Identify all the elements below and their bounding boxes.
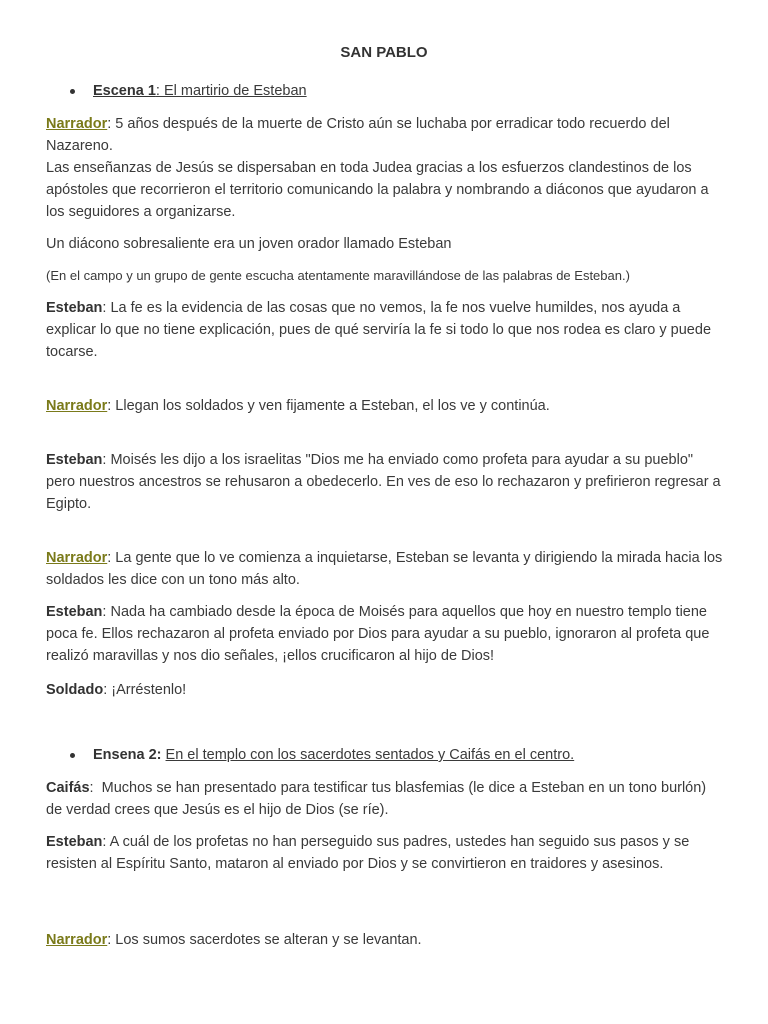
speaker-narrador: Narrador [46, 550, 108, 566]
paragraph-text: : 5 años después de la muerte de Cristo aún se luchaba por erradicar todo recuerdo del Nazareno. [46, 116, 670, 154]
paragraph [46, 679, 726, 701]
paragraph [46, 297, 726, 363]
paragraph-text: : La gente que lo ve comienza a inquietarse, Esteban se levanta y dirigiendo la mirada hacia los soldados les dice con un tono más alto. [46, 550, 723, 588]
stage-direction [46, 265, 726, 287]
speaker-esteban: Esteban [46, 604, 103, 620]
paragraph [46, 777, 726, 821]
paragraph-text: : La fe es la evidencia de las cosas que no vemos, la fe nos vuelve humildes, nos ayuda a explicar lo que no tiene explicación, pues de qué serviría la fe si todo lo que nos rodea es claro y puede tocarse. [46, 300, 712, 360]
scene-label: Escena 1 [93, 83, 156, 99]
paragraph [46, 157, 726, 223]
speaker-narrador: Narrador [46, 932, 108, 948]
bullet-icon [70, 753, 75, 758]
paragraph [46, 233, 726, 255]
paragraph-text: : Moisés les dijo a los israelitas "Dios me ha enviado como profeta para ayudar a su pueblo" pero nuestros ancestros se rehusaron a obedecerlo. En ves de eso lo rechazaron y prefirieron regresar a Egipto. [46, 452, 721, 512]
document-title: SAN PABLO [340, 44, 428, 61]
speaker-esteban: Esteban [46, 834, 103, 850]
paragraph [46, 395, 726, 417]
scene-subtitle: En el templo con los sacerdotes sentados y Caifás en el centro. [165, 747, 575, 763]
speaker-soldado: Soldado [46, 682, 104, 698]
paragraph [46, 601, 726, 667]
paragraph [46, 113, 726, 157]
speaker-caifas: Caifás [46, 780, 90, 796]
scene-label: Ensena 2: [93, 747, 162, 763]
scene-subtitle: : El martirio de Esteban [155, 83, 307, 99]
speaker-esteban: Esteban [46, 300, 103, 316]
paragraph [46, 547, 726, 591]
paragraph-text: (En el campo y un grupo de gente escucha atentamente maravillándose de las palabras de Esteban.) [46, 268, 630, 283]
paragraph-text: Un diácono sobresaliente era un joven orador llamado Esteban [46, 236, 452, 252]
speaker-narrador: Narrador [46, 116, 108, 132]
speaker-esteban: Esteban [46, 452, 103, 468]
paragraph-text: : Muchos se han presentado para testificar tus blasfemias (le dice a Esteban en un tono burlón) de verdad crees que Jesús es el hijo de Dios (se ríe). [46, 780, 711, 818]
paragraph [46, 831, 726, 875]
paragraph [46, 929, 726, 951]
paragraph-text: : Llegan los soldados y ven fijamente a Esteban, el los ve y continúa. [107, 398, 550, 414]
paragraph-text: : Los sumos sacerdotes se alteran y se levantan. [107, 932, 422, 948]
paragraph-text: : A cuál de los profetas no han perseguido sus padres, ustedes han seguido sus pasos y se resisten al Espíritu Santo, mataron al enviado por Dios y se convirtieron en traidores y asesinos. [46, 834, 690, 872]
paragraph-text: : ¡Arréstenlo! [103, 682, 187, 698]
paragraph-text: Las enseñanzas de Jesús se dispersaban en toda Judea gracias a los esfuerzos clandestinos de los apóstoles que recorrieron el territorio comunicando la palabra y nombrando a diáconos que ayudaron a los seguidores a organizarse. [46, 160, 709, 220]
paragraph [46, 449, 726, 515]
bullet-icon [70, 89, 75, 94]
paragraph-text: : Nada ha cambiado desde la época de Moisés para aquellos que hoy en nuestro templo tiene poca fe. Ellos rechazaron al profeta enviado por Dios para ayudar a su pueblo, ignoraron al profeta que realizó maravillas y nos dio señales, ¡ellos crucificaron al hijo de Dios! [46, 604, 710, 664]
speaker-narrador: Narrador [46, 398, 108, 414]
